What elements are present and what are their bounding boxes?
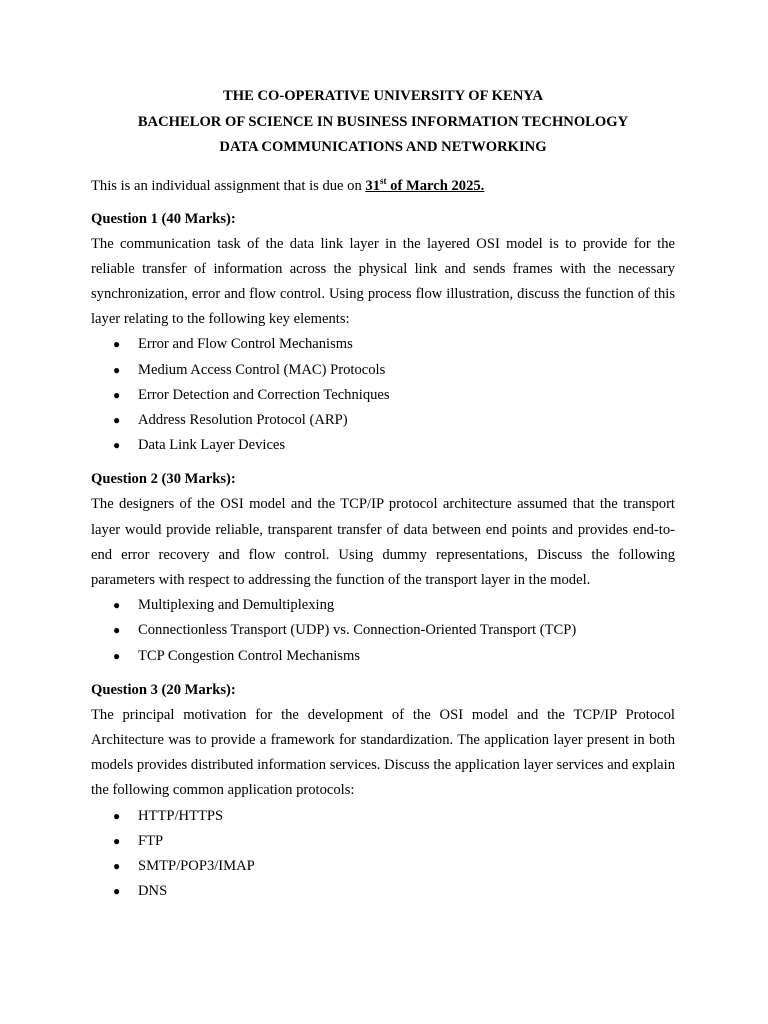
list-item: ● Connectionless Transport (UDP) vs. Connection-Oriented Transport (TCP) [91, 618, 675, 643]
program-heading: BACHELOR OF SCIENCE IN BUSINESS INFORMATION TECHNOLOGY [137, 113, 629, 130]
bullet-icon: ● [113, 648, 121, 663]
bullet-icon: ● [113, 387, 121, 402]
list-item: ● TCP Congestion Control Mechanisms [91, 644, 675, 669]
question-title: Question 2 (30 Marks): [91, 471, 236, 488]
list-item: ● HTTP/HTTPS [91, 804, 675, 829]
bullet-icon: ● [113, 337, 121, 352]
question-body: The principal motivation for the development of the OSI model and the TCP/IP Protocol Architecture was to provide a framework for standardization. The application layer present in both models provides distributed information services. Discuss the application layer services and explain the following common application protocols: [91, 706, 675, 799]
bullet-icon: ● [113, 808, 121, 823]
bullet-icon: ● [113, 412, 121, 427]
question-2 [91, 467, 675, 668]
intro-text: This is an individual assignment that is due on [91, 177, 366, 194]
due-date-rest: of March 2025. [386, 177, 485, 194]
question-body: The communication task of the data link layer in the layered OSI model is to provide for the reliable transfer of information across the physical link and sends frames with the necessary synchronization, error and flow control. Using process flow illustration, discuss the function of this layer relating to the following key elements: [91, 235, 675, 328]
university-heading: THE CO-OPERATIVE UNIVERSITY OF KENYA [222, 88, 544, 104]
assignment-intro [91, 174, 675, 199]
due-day-suffix: st [380, 175, 387, 186]
list-item: ● Medium Access Control (MAC) Protocols [91, 358, 675, 383]
list-item: ● Multiplexing and Demultiplexing [91, 593, 675, 618]
list-item: ● Address Resolution Protocol (ARP) [91, 408, 675, 433]
course-heading: DATA COMMUNICATIONS AND NETWORKING [219, 139, 547, 155]
due-day: 31 [365, 177, 381, 194]
list-item: ● DNS [91, 879, 675, 904]
list-item: ● Data Link Layer Devices [91, 433, 675, 458]
list-item: ● FTP [91, 829, 675, 854]
bullet-icon: ● [113, 438, 121, 453]
question-body: The designers of the OSI model and the TCP/IP protocol architecture assumed that the transport layer would provide reliable, transparent transfer of data between end points and provides end-to-end error recovery and flow control. Using dummy representations, Discuss the following parameters with respect to addressing the function of the transport layer in the model. [91, 496, 675, 588]
question-items [91, 804, 675, 905]
bullet-icon: ● [113, 858, 121, 873]
bullet-icon: ● [113, 362, 121, 377]
question-1 [91, 207, 675, 459]
list-item: ● Error and Flow Control Mechanisms [91, 332, 675, 357]
bullet-icon: ● [113, 884, 121, 899]
question-title: Question 3 (20 Marks): [91, 681, 236, 698]
bullet-icon: ● [113, 598, 121, 613]
question-items [91, 332, 675, 458]
question-title: Question 1 (40 Marks): [91, 210, 236, 227]
bullet-icon: ● [113, 833, 121, 848]
due-date [365, 175, 485, 194]
list-item: ● SMTP/POP3/IMAP [91, 854, 675, 879]
list-item: ● Error Detection and Correction Techniques [91, 383, 675, 408]
question-3 [91, 678, 675, 905]
bullet-icon: ● [113, 623, 121, 638]
document-page [91, 84, 675, 904]
question-items [91, 593, 675, 669]
